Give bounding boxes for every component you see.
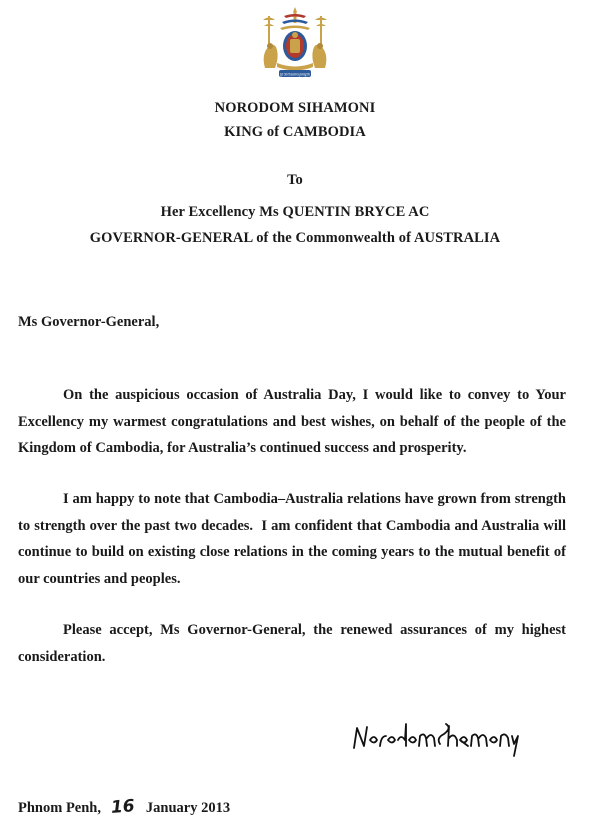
body-paragraph-2: I am happy to note that Cambodia–Australia relations have grown from strength to strength over the past two decades. I am confident that Cambodia and Australia will continue to build on existing close relations in the coming years to the mutual benefit of our countries and peoples.	[18, 491, 570, 587]
handwritten-signature-icon	[348, 718, 528, 758]
date-month-year: January 2013	[145, 800, 231, 816]
place: Phnom Penh,	[18, 800, 101, 816]
royal-arms-of-cambodia-icon	[255, 6, 335, 82]
place-and-date	[18, 797, 230, 817]
sender-name: NORODOM SIHAMONI	[214, 100, 376, 116]
address-to: To	[287, 172, 303, 188]
crest-scroll-text: ព្រះរាជាណាចក្រកម្ពុជា	[280, 72, 310, 77]
salutation: Ms Governor-General,	[18, 314, 160, 330]
body-paragraph-3: Please accept, Ms Governor-General, the renewed assurances of my highest consideration.	[18, 622, 566, 665]
sender-title: KING of CAMBODIA	[224, 124, 366, 140]
recipient-title: GOVERNOR-GENERAL of the Commonwealth of AUSTRALIA	[89, 230, 501, 246]
date-day-handwritten: 16	[109, 796, 135, 818]
recipient-name: Her Excellency Ms QUENTIN BRYCE AC	[160, 204, 430, 220]
body-paragraph-1: On the auspicious occasion of Australia Day, I would like to convey to Your Excellency my warmest congratulations and best wishes, on behalf of the people of the Kingdom of Cambodia, for Australia’s continued success and prosperity.	[18, 387, 566, 456]
